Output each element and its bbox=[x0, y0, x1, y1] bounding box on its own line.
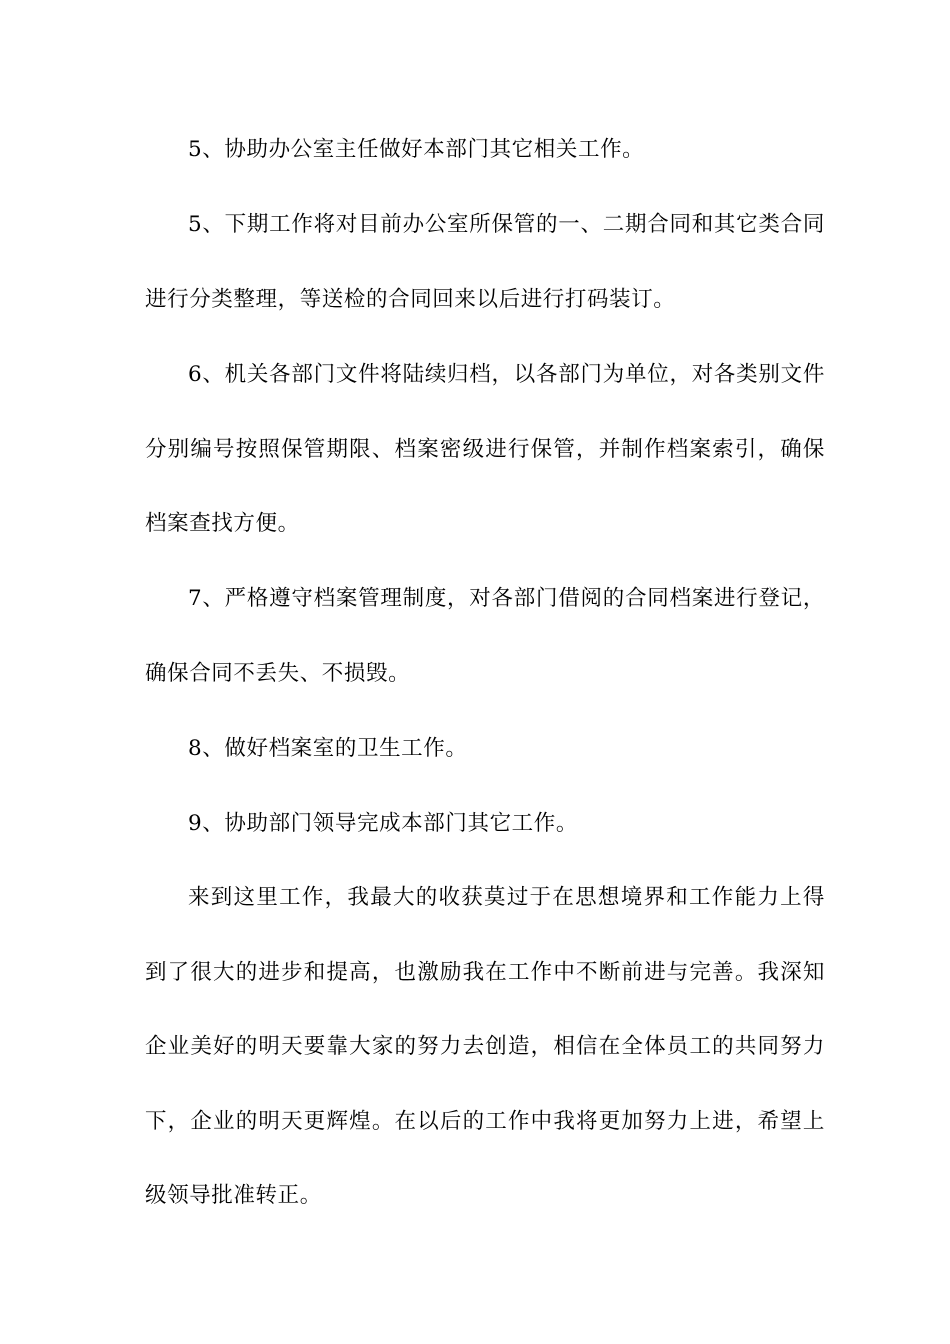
paragraph-item-6-file-archiving: 6、机关各部门文件将陆续归档，以各部门为单位，对各类别文件分别编号按照保管期限、档案密级进行保管，并制作档案索引，确保档案查找方便。 bbox=[145, 362, 825, 536]
paragraph-item-5-assist-office-director: 5、协助办公室主任做好本部门其它相关工作。 bbox=[188, 137, 645, 162]
paragraph-item-5-contract-organization: 5、下期工作将对目前办公室所保管的一、二期合同和其它类合同进行分类整理，等送检的合同回来以后进行打码装订。 bbox=[145, 212, 825, 312]
paragraph-item-9-assist-department-leader: 9、协助部门领导完成本部门其它工作。 bbox=[188, 811, 578, 836]
paragraph-item-8-archive-room-cleaning: 8、做好档案室的卫生工作。 bbox=[188, 736, 468, 761]
paragraph-closing-summary: 来到这里工作，我最大的收获莫过于在思想境界和工作能力上得到了很大的进步和提高，也激励我在工作中不断前进与完善。我深知企业美好的明天要靠大家的努力去创造，相信在全体员工的共同努力下，企业的明天更辉煌。在以后的工作中我将更加努力上进，希望上级领导批准转正。 bbox=[145, 885, 825, 1208]
paragraph-item-7-archive-rules: 7、严格遵守档案管理制度，对各部门借阅的合同档案进行登记，确保合同不丢失、不损毁。 bbox=[145, 586, 825, 686]
